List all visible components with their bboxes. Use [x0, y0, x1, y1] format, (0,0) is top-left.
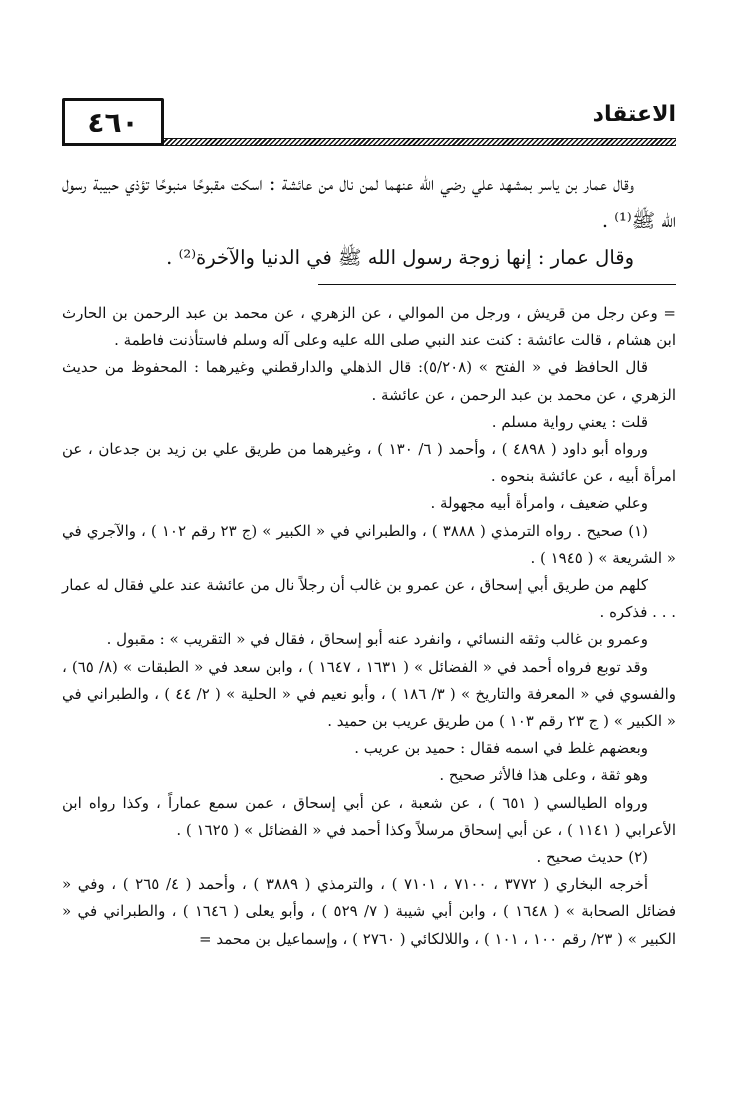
footnote-paragraph: وقد توبع فرواه أحمد في « الفضائل » ( ١٦٣١ ، ١٦٤٧ ) ، وابن سعد في « الطبقات » (٨/ ٦٥) ، والفسوي في « المعرفة والتاريخ » ( ٣/ ١٨٦ ) ، وأبو نعيم في « الحلية » ( ٢/ ٤٤ ) ، والطبراني في « الكبير » ( ج ٢٣ رقم ١٠٣ ) من طريق عريب بن حميد .	[62, 657, 677, 731]
page-number: ٤٦٠	[62, 98, 164, 146]
footnote-paragraph: قلت : يعني رواية مسلم .	[491, 412, 648, 431]
footnote-paragraph: وهو ثقة ، وعلى هذا فالأثر صحيح .	[439, 766, 648, 785]
footnote-paragraph: وعلي ضعيف ، وامرأة أبيه مجهولة .	[430, 494, 648, 513]
footnote-paragraph: وبعضهم غلط في اسمه فقال : حميد بن عريب .	[354, 739, 648, 758]
footnote-2: (٢) حديث صحيح .	[536, 848, 648, 867]
footnote-1: (١) صحيح . رواه الترمذي ( ٣٨٨٨ ) ، والطبراني في « الكبير » (ج ٢٣ رقم ١٠٢ ) ، والآجري في « الشريعة » ( ١٩٤٥ ) .	[62, 521, 676, 567]
main-paragraph: وقال عمار : إنها زوجة رسول الله ﷺ في الدنيا والآخرة⁽²⁾ .	[166, 246, 634, 269]
footnote-paragraph: أخرجه البخاري ( ٣٧٧٢ ، ٧١٠٠ ، ٧١٠١ ) ، والترمذي ( ٣٨٨٩ ) ، وأحمد ( ٤/ ٢٦٥ ) ، وفي « فضائل الصحابة » ( ١٦٤٨ ) ، وابن أبي شيبة ( ٧/ ٥٢٩ ) ، وأبو يعلى ( ١٦٤٦ ) ، والطبراني في « الكبير » ( ٢٣/ رقم ١٠٠ ، ١٠١ ) ، واللالكائي ( ٢٧٦٠ ) ، وإسماعيل بن محمد =	[62, 875, 677, 948]
footnote-paragraph: = وعن رجل من قريش ، ورجل من الموالي ، عن الزهري ، عن محمد بن عبد الرحمن بن الحارث ابن هشام ، قالت عائشة : كنت عند النبي صلى الله عليه وعلى آله وسلم فاستأذنت فاطمة .	[62, 304, 676, 350]
footnote-paragraph: ورواه الطيالسي ( ٦٥١ ) ، عن شعبة ، عن أبي إسحاق ، عمن سمع عماراً ، وكذا رواه ابن الأعرابي ( ١١٤١ ) ، عن أبي إسحاق مرسلاً وكذا أحمد في « الفضائل » ( ١٦٢٥ ) .	[62, 793, 676, 839]
chapter-title: الاعتقاد	[592, 102, 676, 127]
footnote-paragraph: كلهم من طريق أبي إسحاق ، عن عمرو بن غالب أن رجلاً نال من عائشة عند علي فقال له عمار . . . فذكره .	[62, 576, 676, 622]
footnote-separator	[318, 284, 676, 285]
footnote-paragraph: ورواه أبو داود ( ٤٨٩٨ ) ، وأحمد ( ٦/ ١٣٠ ) ، وغيرهما من طريق علي بن زيد بن جدعان ، عن امرأة أبيه ، عن عائشة بنحوه .	[62, 440, 676, 486]
footnote-paragraph: قال الحافظ في « الفتح » (٥/٢٠٨): قال الذهلي والدارقطني وغيرهما : المحفوظ من حديث الزهري ، عن محمد بن عبد الرحمن ، عن عائشة .	[62, 358, 676, 404]
footnotes	[62, 300, 676, 953]
page-header	[62, 96, 676, 148]
main-paragraph: وقال عمار بن ياسر بمشهد علي رضي الله عنهما لمن نال من عائشة : اسكت مقبوحًا منبوحًا تؤذي حبيبة رسول الله ﷺ⁽¹⁾ .	[62, 172, 676, 232]
main-text	[62, 165, 676, 276]
footnote-paragraph: وعمرو بن غالب وثقه النسائي ، وانفرد عنه أبو إسحاق ، فقال في « التقريب » : مقبول .	[106, 630, 648, 649]
